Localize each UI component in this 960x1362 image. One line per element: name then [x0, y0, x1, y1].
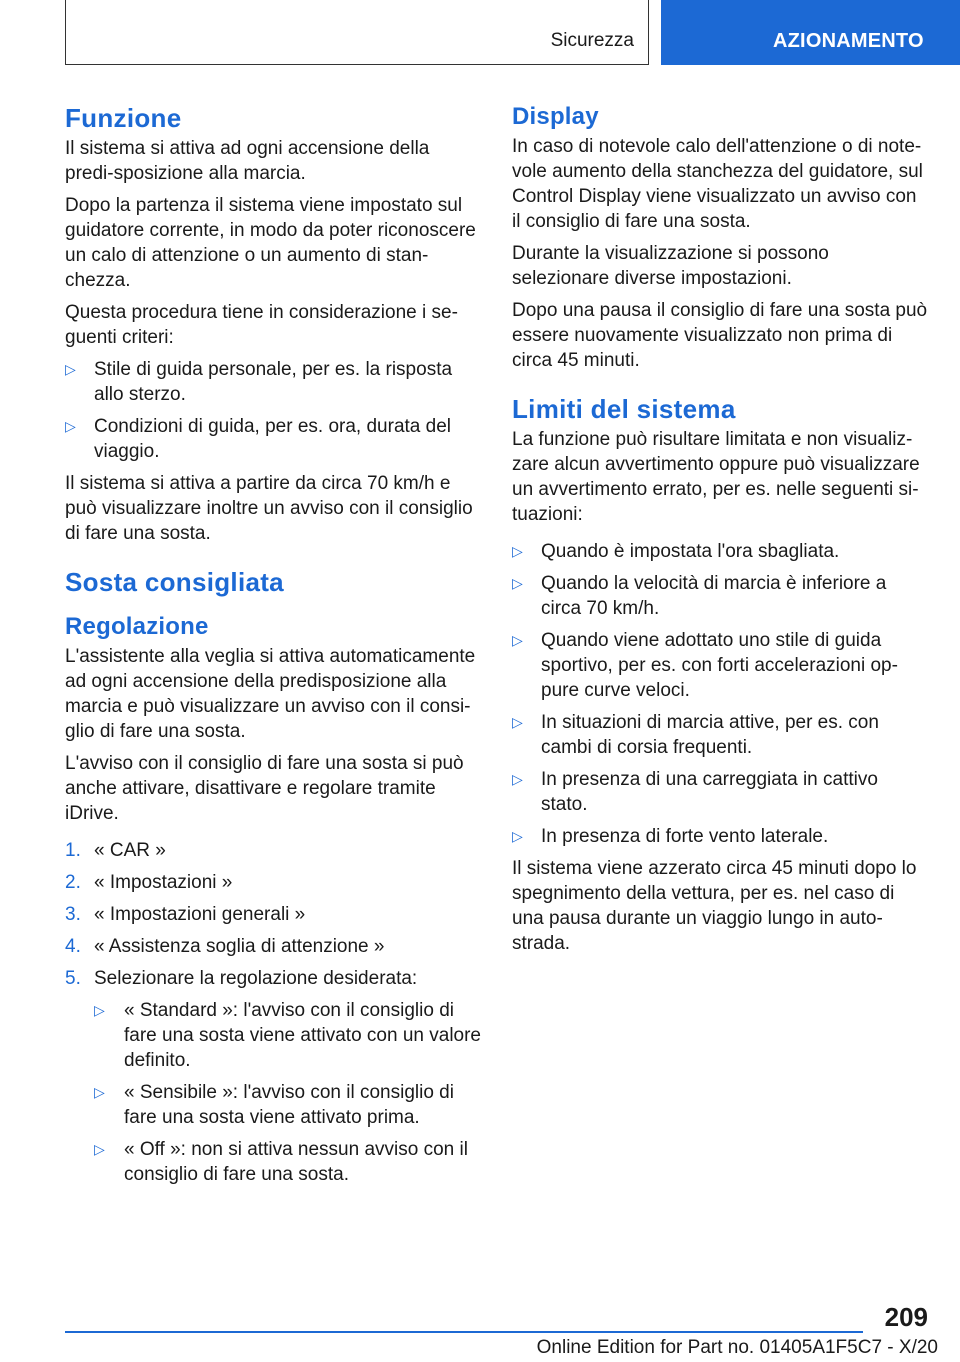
option-item: [94, 1080, 481, 1130]
option-item: [94, 1137, 481, 1187]
list-item-text: In presenza di forte vento laterale.: [541, 826, 829, 847]
triangle-bullet-icon: ▷: [65, 361, 76, 377]
step-item: [65, 902, 481, 927]
triangle-bullet-icon: ▷: [512, 828, 523, 844]
right-column: [512, 100, 928, 963]
step-number: 1.: [65, 840, 81, 861]
header-section-tab: [65, 0, 649, 65]
list-item-text: Condizioni di guida, per es. ora, durata del viaggio.: [94, 416, 452, 462]
paragraph: Dopo la partenza il sistema viene impostato sul guidatore corrente, in modo da poter riconoscere un calo di attenzione o un aumento di stan-chezza.: [65, 195, 476, 291]
list-item-text: Quando è impostata l'ora sbagliata.: [541, 541, 840, 562]
list-item: [65, 414, 481, 464]
left-column: [65, 100, 481, 1194]
list-item: [512, 824, 928, 849]
paragraph: Il sistema si attiva a partire da circa 70 km/h e può visualizzare inoltre un avviso con il consiglio di fare una sosta.: [65, 473, 473, 544]
list-item: [65, 357, 481, 407]
step-text: « CAR »: [94, 840, 166, 861]
triangle-bullet-icon: ▷: [94, 1084, 105, 1100]
triangle-bullet-icon: ▷: [94, 1141, 105, 1157]
list-item: [512, 571, 928, 621]
triangle-bullet-icon: ▷: [512, 543, 523, 559]
paragraph: La funzione può risultare limitata e non visualiz-zare alcun avvertimento oppure può visualizzare un avvertimento errato, per es. nelle seguenti si-tuazioni:: [512, 429, 920, 525]
list-item-text: Stile di guida personale, per es. la risposta allo sterzo.: [94, 359, 453, 405]
list-item: [512, 710, 928, 760]
triangle-bullet-icon: ▷: [94, 1002, 105, 1018]
criteria-list: [65, 357, 481, 464]
list-item-text: Quando la velocità di marcia è inferiore a circa 70 km/h.: [541, 573, 887, 619]
heading-display: Display: [512, 103, 599, 130]
list-item-text: In situazioni di marcia attive, per es. con cambi di corsia frequenti.: [541, 712, 879, 758]
step-item: [65, 934, 481, 959]
triangle-bullet-icon: ▷: [65, 418, 76, 434]
step-item: [65, 870, 481, 895]
paragraph: Durante la visualizzazione si possono selezionare diverse impostazioni.: [512, 243, 829, 289]
paragraph: Il sistema si attiva ad ogni accensione della predi-sposizione alla marcia.: [65, 138, 430, 184]
limits-list: [512, 539, 928, 849]
option-item: [94, 998, 481, 1073]
heading-regolazione: Regolazione: [65, 613, 209, 640]
page-number: 209: [884, 1302, 928, 1332]
step-text: Selezionare la regolazione desiderata:: [94, 968, 418, 989]
heading-funzione: Funzione: [65, 103, 182, 133]
list-item: [512, 539, 928, 564]
step-text: « Impostazioni »: [94, 872, 233, 893]
paragraph: L'assistente alla veglia si attiva automaticamente ad ogni accensione della predisposizione alla marcia e può visualizzare un avviso con il consi-glio di fare una sosta.: [65, 646, 476, 742]
heading-limiti-del-sistema: Limiti del sistema: [512, 394, 736, 424]
header-section-label: Sicurezza: [550, 30, 634, 51]
step-text: « Impostazioni generali »: [94, 904, 306, 925]
list-item: [512, 767, 928, 817]
step-text: « Assistenza soglia di attenzione »: [94, 936, 385, 957]
heading-sosta-consigliata: Sosta consigliata: [65, 567, 284, 597]
triangle-bullet-icon: ▷: [512, 632, 523, 648]
footer-edition: Online Edition for Part no. 01405A1F5C7 - X/20: [536, 1337, 938, 1358]
option-text: « Standard »: l'avviso con il consiglio di fare una sosta viene attivato con un valore definito.: [124, 1000, 482, 1071]
footer-divider: [65, 1331, 863, 1333]
step-item: [65, 838, 481, 863]
paragraph: In caso di notevole calo dell'attenzione o di note-vole aumento della stanchezza del guidatore, sul Control Display viene visualizzato un avviso con il consiglio di fare una sosta.: [512, 136, 923, 232]
steps-list: [65, 838, 481, 1187]
triangle-bullet-icon: ▷: [512, 575, 523, 591]
paragraph: Il sistema viene azzerato circa 45 minuti dopo lo spegnimento della vettura, per es. nel caso di una pausa durante un viaggio lungo in auto-strada.: [512, 858, 917, 954]
step-number: 3.: [65, 904, 81, 925]
paragraph: Dopo una pausa il consiglio di fare una sosta può essere nuovamente visualizzato non prima di circa 45 minuti.: [512, 300, 928, 371]
step-item: [65, 966, 481, 1187]
header-chapter-tab: [661, 0, 960, 65]
step-number: 2.: [65, 872, 81, 893]
paragraph: Questa procedura tiene in considerazione i se-guenti criteri:: [65, 302, 458, 348]
step-number: 4.: [65, 936, 81, 957]
option-text: « Off »: non si attiva nessun avviso con il consiglio di fare una sosta.: [124, 1139, 468, 1185]
list-item-text: Quando viene adottato uno stile di guida sportivo, per es. con forti accelerazioni op-pure curve veloci.: [541, 630, 898, 701]
options-list: [94, 998, 481, 1187]
list-item: [512, 628, 928, 703]
paragraph: L'avviso con il consiglio di fare una sosta si può anche attivare, disattivare e regolare tramite iDrive.: [65, 753, 464, 824]
step-number: 5.: [65, 968, 81, 989]
list-item-text: In presenza di una carreggiata in cattivo stato.: [541, 769, 878, 815]
header-chapter-label: AZIONAMENTO: [773, 30, 924, 52]
option-text: « Sensibile »: l'avviso con il consiglio di fare una sosta viene attivato prima.: [124, 1082, 454, 1128]
triangle-bullet-icon: ▷: [512, 771, 523, 787]
triangle-bullet-icon: ▷: [512, 714, 523, 730]
